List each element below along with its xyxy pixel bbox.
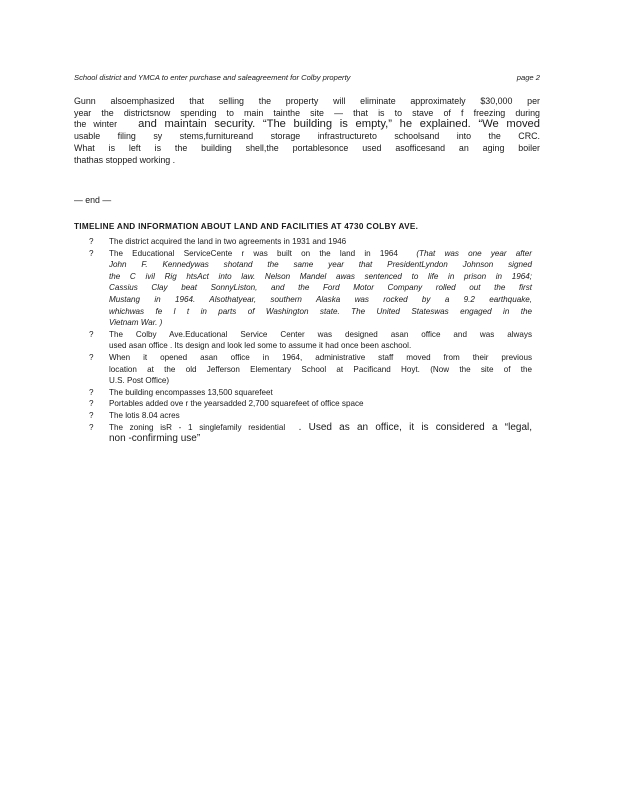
bullet-mark: ?	[89, 410, 94, 420]
list-item	[89, 422, 532, 445]
page-header	[74, 73, 540, 82]
paragraph-fragment: and maintain security. “The building is empty,” he explained. “We moved	[138, 118, 540, 131]
bullet-mark: ?	[89, 237, 94, 246]
list-item	[89, 329, 532, 352]
bullet-text: The lotis 8.04 acres	[109, 410, 180, 420]
paragraph-line: year the districtsnow spending to main tainthe site — that is to stave of f freezing during	[74, 107, 540, 118]
paragraph-line: What is left is the building shell,the portablesonce used asofficesand an aging boiler	[74, 142, 540, 153]
bullet-fragment: The Educational ServiceCente r was built on the land in 1964	[109, 248, 398, 258]
bullet-text: Mustang in 1964. Alsothatyear, southern Alaska was rocked by a 9.2 earthquake,	[109, 294, 532, 304]
header-title: School district and YMCA to enter purchase and saleagreement for Colby property	[74, 73, 351, 82]
bullet-mark: ?	[89, 422, 94, 432]
paragraph-line: Gunn alsoemphasized that selling the property will eliminate approximately $30,000 per	[74, 96, 540, 106]
bullet-text: used asan office . Its design and look led some to assume it had once been aschool.	[109, 341, 412, 351]
bullet-fragment: The zoning isR - 1 singlefamily residential	[109, 422, 286, 432]
list-item	[89, 410, 532, 422]
bullet-fragment: . Used as an office, it is considered a “legal,	[298, 421, 532, 433]
page-number: page 2	[516, 73, 540, 82]
bullet-text: The district acquired the land in two agreements in 1931 and 1946	[109, 237, 347, 246]
end-marker: — end —	[74, 195, 112, 205]
bullet-text	[109, 248, 532, 260]
bullet-text: Vietnam War. )	[109, 318, 163, 328]
body-paragraph	[74, 96, 540, 166]
timeline-list	[89, 236, 532, 445]
timeline-heading: TIMELINE AND INFORMATION ABOUT LAND AND FACILITIES AT 4730 COLBY AVE.	[74, 222, 419, 231]
bullet-mark: ?	[89, 387, 94, 397]
bullet-text: the C ivil Rig htsAct into law. Nelson Mandel awas sentenced to life in prison in 1964;	[109, 271, 532, 281]
bullet-text: Cassius Clay beat SonnyListon, and the Ford Motor Company rolled out the first	[109, 283, 532, 293]
paragraph-line: usable filing sy stems,furnitureand storage infrastructureto schoolsand into the CRC.	[74, 131, 540, 142]
list-item	[89, 387, 532, 399]
list-item	[89, 398, 532, 410]
bullet-text: The Colby Ave.Educational Service Center was designed asan office and was always	[109, 329, 532, 339]
list-item	[89, 248, 532, 329]
bullet-mark: ?	[89, 248, 94, 258]
paragraph-fragment: the winter	[74, 119, 118, 130]
bullet-text: whichwas fe l t in parts of Washington state. The United Stateswas engaged in the	[109, 306, 532, 316]
paragraph-line: thathas stopped working .	[74, 154, 176, 165]
bullet-text: U.S. Post Office)	[109, 376, 170, 386]
paragraph-line	[74, 119, 540, 131]
list-item	[89, 352, 532, 387]
list-item	[89, 236, 532, 248]
bullet-text: When it opened asan office in 1964, administrative staff moved from their previous	[109, 352, 532, 362]
bullet-fragment: (That was one year after	[416, 248, 532, 258]
bullet-mark: ?	[89, 399, 94, 409]
bullet-mark: ?	[89, 352, 94, 362]
bullet-text: non -confirming use”	[109, 433, 201, 445]
bullet-text: John F. Kennedywas shotand the same year that PresidentLyndon Johnson signed	[109, 260, 532, 270]
bullet-text	[109, 422, 532, 434]
bullet-text: The building encompasses 13,500 squarefeet	[109, 387, 273, 397]
bullet-text: location at the old Jefferson Elementary School at Pacificand Hoyt. (Now the site of the	[109, 364, 532, 374]
bullet-text: Portables added ove r the yearsadded 2,700 squarefeet of office space	[109, 399, 364, 409]
bullet-mark: ?	[89, 329, 94, 339]
